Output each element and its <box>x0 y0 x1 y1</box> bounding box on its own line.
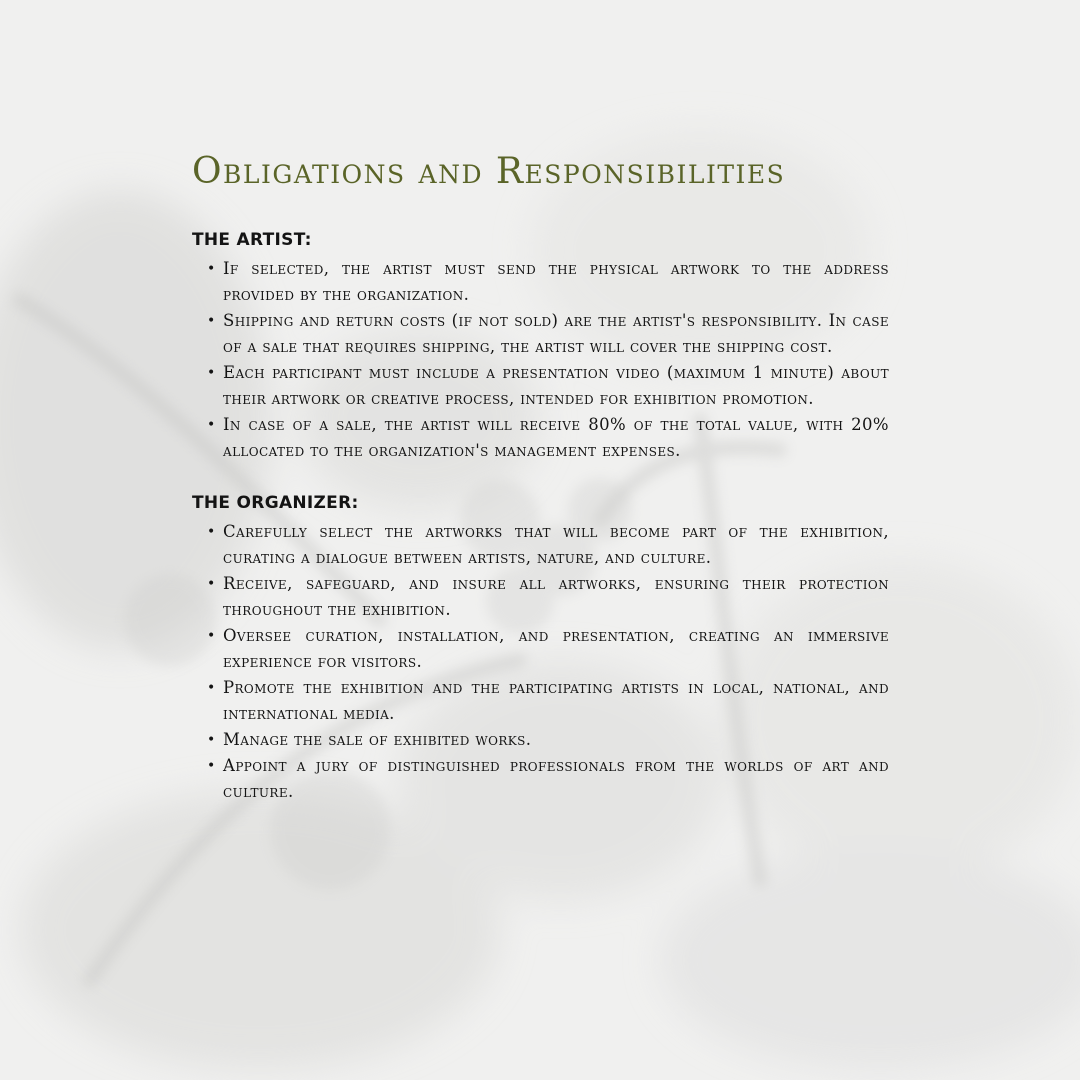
list-item: • Shipping and return costs (if not sold) are the artist's responsibility. In case of a sale that requires shipping, the artist will cover the shipping cost. <box>223 308 889 360</box>
organizer-heading: THE ORGANIZER: <box>192 493 359 513</box>
list-item: • Promote the exhibition and the participating artists in local, national, and international media. <box>223 675 889 727</box>
artist-section <box>192 228 889 464</box>
list-item: • Each participant must include a presentation video (maximum 1 minute) about their artwork or creative process, intended for exhibition promotion. <box>223 360 889 412</box>
list-item: • Appoint a jury of distinguished professionals from the worlds of art and culture. <box>223 753 889 805</box>
list-item: • Carefully select the artworks that will become part of the exhibition, curating a dialogue between artists, nature, and culture. <box>223 519 889 571</box>
artist-heading: THE ARTIST: <box>192 230 312 250</box>
list-item: • Receive, safeguard, and insure all artworks, ensuring their protection throughout the exhibition. <box>223 571 889 623</box>
artist-list <box>192 256 889 464</box>
main-content <box>192 150 889 805</box>
list-item: • Manage the sale of exhibited works. <box>223 727 889 753</box>
list-item: • In case of a sale, the artist will receive 80% of the total value, with 20% allocated to the organization's management expenses. <box>223 412 889 464</box>
list-item: • If selected, the artist must send the physical artwork to the address provided by the organization. <box>223 256 889 308</box>
page-title: Obligations and Responsibilities <box>192 151 786 192</box>
list-item: • Oversee curation, installation, and presentation, creating an immersive experience for visitors. <box>223 623 889 675</box>
organizer-section <box>192 491 889 805</box>
organizer-list <box>192 519 889 805</box>
